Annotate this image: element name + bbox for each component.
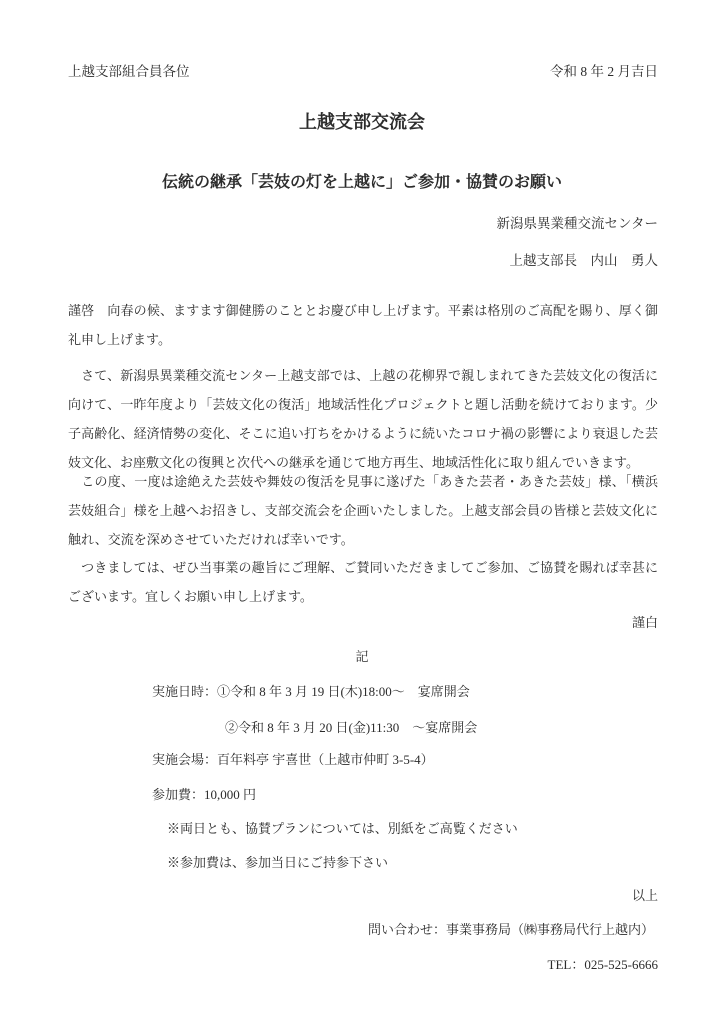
note-fee-payment: ※参加費は、参加当日にご持参下さい — [167, 855, 389, 870]
body-paragraph-3: この度、一度は途絶えた芸妓や舞妓の復活を見事に遂げた「あきた芸者・あきた芸妓」様、「横浜芸妓組合」様を上越へお招きし、支部交流会を企画いたしました。上越支部会員の皆様と芸妓文化に触れ、交流を深めさせていただければ幸いです。 — [68, 474, 658, 547]
detail-schedule-line-1: 実施日時：①令和 8 年 3 月 19 日(木)18:00～ 宴席開会 — [152, 684, 470, 699]
end-marker: 以上 — [631, 888, 658, 903]
sender-organization: 新潟県異業種交流センター — [496, 216, 658, 231]
note-sponsor-plan: ※両日とも、協賛プランについては、別紙をご高覧ください — [167, 821, 518, 836]
document-title: 上越支部交流会 — [299, 112, 425, 132]
document-subtitle: 伝統の継承「芸妓の灯を上越に」ご参加・協賛のお願い — [161, 174, 562, 191]
closing-salutation: 謹白 — [631, 615, 658, 630]
telephone-line: TEL：025-525-6666 — [547, 957, 658, 972]
contact-line: 問い合わせ：事業事務局（㈱事務局代行上越内） — [367, 922, 654, 937]
detail-schedule-line-2: ②令和 8 年 3 月 20 日(金)11:30 ～宴席開会 — [225, 720, 478, 735]
notice-heading: 記 — [355, 649, 369, 664]
body-paragraph-4: つきましては、ぜひ当事業の趣旨にご理解、ご賛同いただきましてご参加、ご協賛を賜れば幸甚にございます。宜しくお願い申し上げます。 — [68, 560, 658, 604]
sender-person: 上越支部長 内山 勇人 — [509, 253, 658, 268]
body-paragraph-1: 謹啓 向春の候、ますます御健勝のこととお慶び申し上げます。平素は格別のご高配を賜り、厚く御礼申し上げます。 — [68, 303, 658, 347]
detail-venue: 実施会場：百年料亭 宇喜世（上越市仲町 3-5-4） — [152, 752, 434, 767]
date-line: 令和 8 年 2 月吉日 — [550, 64, 658, 79]
recipient-line: 上越支部組合員各位 — [68, 64, 190, 79]
body-paragraph-2: さて、新潟県異業種交流センター上越支部では、上越の花柳界で親しまれてきた芸妓文化の復活に向けて、一昨年度より「芸妓文化の復活」地域活性化プロジェクトと題し活動を続けております。少子高齢化、経済情勢の変化、そこに追い打ちをかけるように続いたコロナ禍の影響により衰退した芸妓文化、お座敷文化の復興と次代への継承を通じて地方再生、地域活性化に取り組んでいきます。 — [68, 368, 658, 470]
detail-fee: 参加費：10,000 円 — [152, 787, 257, 802]
